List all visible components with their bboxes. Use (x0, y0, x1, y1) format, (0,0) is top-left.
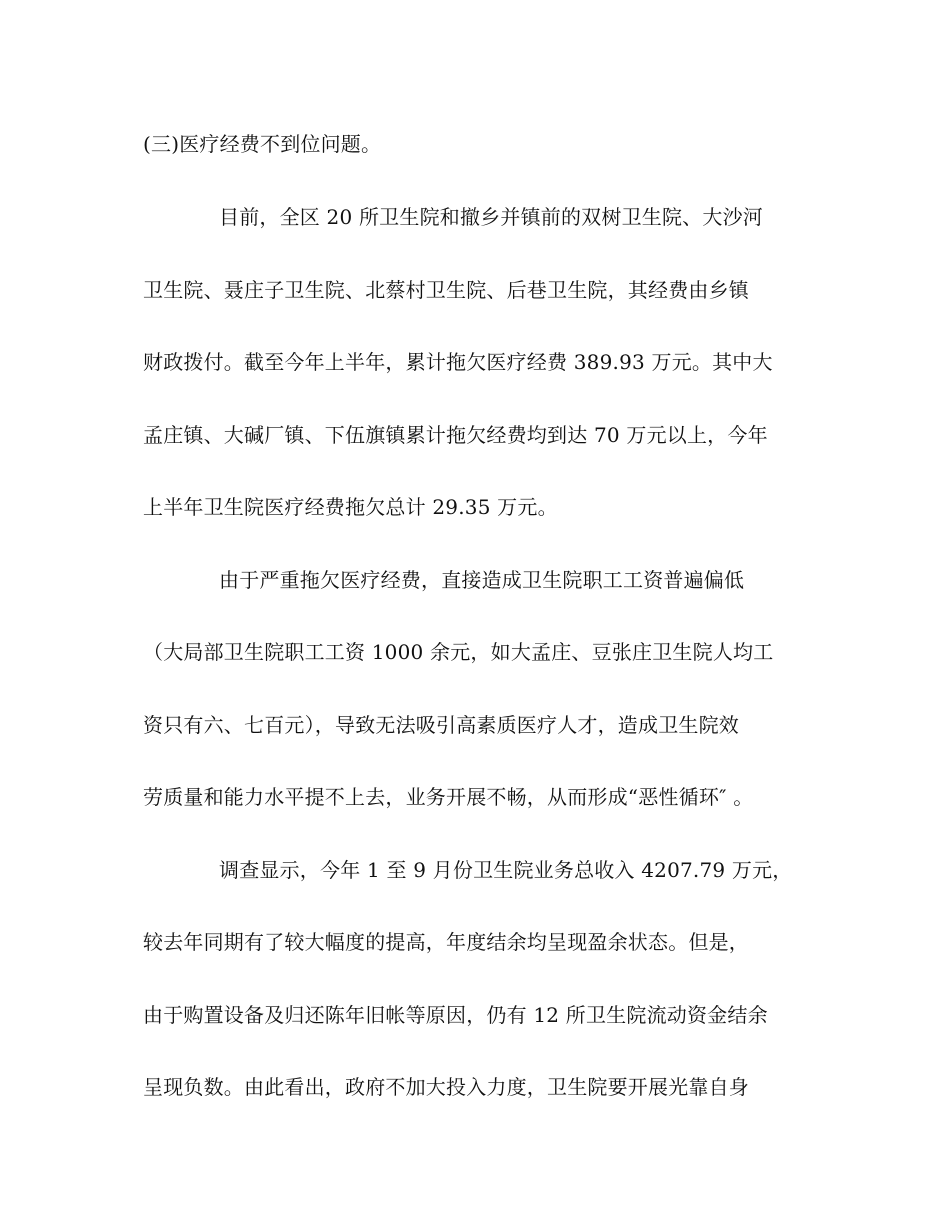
paragraph-2-line-1: 由于严重拖欠医疗经费，直接造成卫生院职工工资普遍偏低 (219, 568, 745, 592)
paragraph-1-line-4: 孟庄镇、大碱厂镇、下伍旗镇累计拖欠经费均到达 70 万元以上，今年 (143, 423, 768, 447)
paragraph-2-line-4: 劳质量和能力水平提不上去，业务开展不畅，从而形成“恶性循环″ 。 (143, 785, 754, 809)
paragraph-2-line-2: （大局部卫生院职工工资 1000 余元，如大孟庄、豆张庄卫生院人均工 (143, 640, 774, 664)
paragraph-2-line-3: 资只有六、七百元），导致无法吸引高素质医疗人才，造成卫生院效 (143, 713, 739, 737)
paragraph-1-line-3: 财政拨付。截至今年上半年，累计拖欠医疗经费 389.93 万元。其中大 (143, 350, 773, 374)
paragraph-1-line-5: 上半年卫生院医疗经费拖欠总计 29.35 万元。 (143, 495, 558, 519)
paragraph-3-line-4: 呈现负数。由此看出，政府不加大投入力度，卫生院要开展光靠自身 (143, 1075, 749, 1099)
section-heading: (三)医疗经费不到位问题。 (143, 132, 382, 156)
paragraph-3-line-2: 较去年同期有了较大幅度的提高，年度结余均呈现盈余状态。但是， (143, 930, 749, 954)
paragraph-3-line-1: 调查显示，今年 1 至 9 月份卫生院业务总收入 4207.79 万元， (219, 858, 793, 882)
paragraph-1-line-2: 卫生院、聂庄子卫生院、北蔡村卫生院、后巷卫生院，其经费由乡镇 (143, 278, 749, 302)
paragraph-1-line-1: 目前，全区 20 所卫生院和撤乡并镇前的双树卫生院、大沙河 (219, 205, 763, 229)
paragraph-3-line-3: 由于购置设备及归还陈年旧帐等原因，仍有 12 所卫生院流动资金结余 (143, 1003, 768, 1027)
